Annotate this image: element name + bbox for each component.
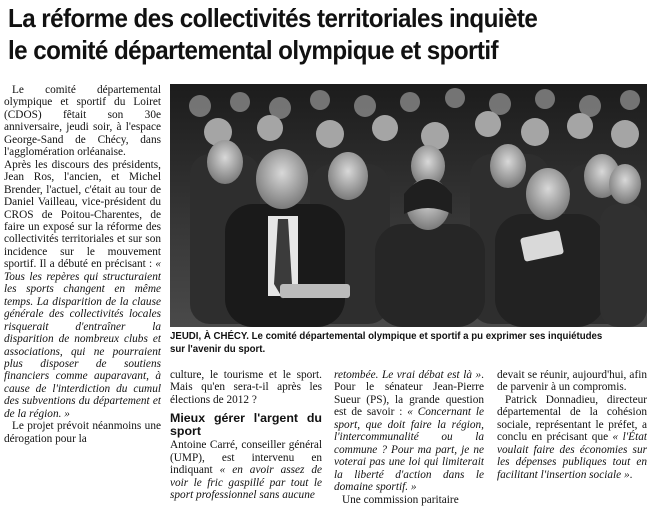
headline bbox=[8, 2, 603, 66]
quote-vailleau: « Tous les repères qui structuraient les sports changent en même temps. La disparition de la clause générale des collectivités locales risquerait d'entraîner la disparition de nombreux clubs et associations, qui ne pourraient plus disposer de soutiens financiers comme auparavant, à cause de l'interdiction du cumul des subventions du département et de la région. » bbox=[4, 258, 161, 420]
paragraph-carre-text: Antoine Carré, conseiller général (UMP), est intervenu en indiquant bbox=[170, 439, 322, 477]
quote-carre: « en avoir assez de voir le fric gaspillé par tout le sport professionnel sans aucune bbox=[170, 464, 322, 502]
subhead-argent: Mieux gérer l'argent du sport bbox=[170, 411, 322, 439]
paragraph-carre bbox=[170, 439, 322, 501]
headline-line-2: le comité départemental olympique et sportif bbox=[8, 35, 499, 65]
paragraph-speeches-text: Après les discours des présidents, Jean Ros, l'ancien, et Michel Brender, l'actuel, c'était au tour de Daniel Vailleau, vice-président du CROS de Poitou-Charentes, de faire un exposé sur la réforme des collectivités territoriales et sur son incidence sur le mouvement sportif. Il a débuté en précisant : bbox=[4, 158, 161, 271]
audience-photo bbox=[170, 84, 647, 327]
quote-sueur: « Concernant le sport, que doit faire la région, l'intercommunalité ou la commune ? Pour ma part, je ne voterai pas une loi qui limiterait la liberté d'action dans le domaine sportif. » bbox=[334, 406, 484, 494]
article-column-3 bbox=[334, 369, 484, 516]
paragraph-culture: culture, le tourisme et le sport. Mais qu'en sera-t-il après les élections de 2012 ? bbox=[170, 369, 322, 406]
paragraph-commission: Une commission paritaire bbox=[342, 493, 459, 506]
paragraph-intro: Le comité départemental olympique et sportif du Loiret (CDOS) fêtait son 30e anniversaire, jeudi soir, à l'espace George-Sand de Chécy, dans l'agglomération orléanaise. bbox=[4, 84, 161, 159]
article-column-2 bbox=[170, 369, 322, 516]
caption-lead: JEUDI, À CHÉCY. bbox=[170, 331, 249, 342]
paragraph-donnadieu-end: . bbox=[629, 468, 633, 481]
paragraph-project: Le projet prévoit néanmoins une dérogation pour la bbox=[4, 420, 161, 445]
article-column-4 bbox=[497, 369, 647, 516]
quote-etat: « l'État voulait faire des économies sur les dépenses publiques tout en facilitant l'insertion sociale » bbox=[497, 431, 647, 481]
paragraph-sueur bbox=[334, 369, 484, 494]
paragraph-donnadieu-text: Patrick Donnadieu, directeur départemental de la cohésion sociale, représentant le préfet, a conclu en précisant que bbox=[497, 393, 647, 444]
paragraph-donnadieu bbox=[497, 394, 647, 481]
paragraph-sueur-text: . Pour le sénateur Jean-Pierre Sueur (PS), la grande question est de savoir : bbox=[334, 369, 484, 419]
article-column-1 bbox=[4, 84, 161, 514]
headline-line-1: La réforme des collectivités territoriales inquiète bbox=[8, 3, 538, 33]
photo-caption bbox=[170, 330, 614, 356]
quote-carre-end: retombée. Le vrai débat est là » bbox=[334, 369, 482, 381]
paragraph-speeches bbox=[4, 159, 161, 421]
caption-text: Le comité départemental olympique et sportif a pu exprimer ses inquiétudes sur l'avenir du sport. bbox=[170, 331, 603, 355]
paragraph-compromis: devait se réunir, aujourd'hui, afin de parvenir à un compromis. bbox=[497, 369, 647, 394]
